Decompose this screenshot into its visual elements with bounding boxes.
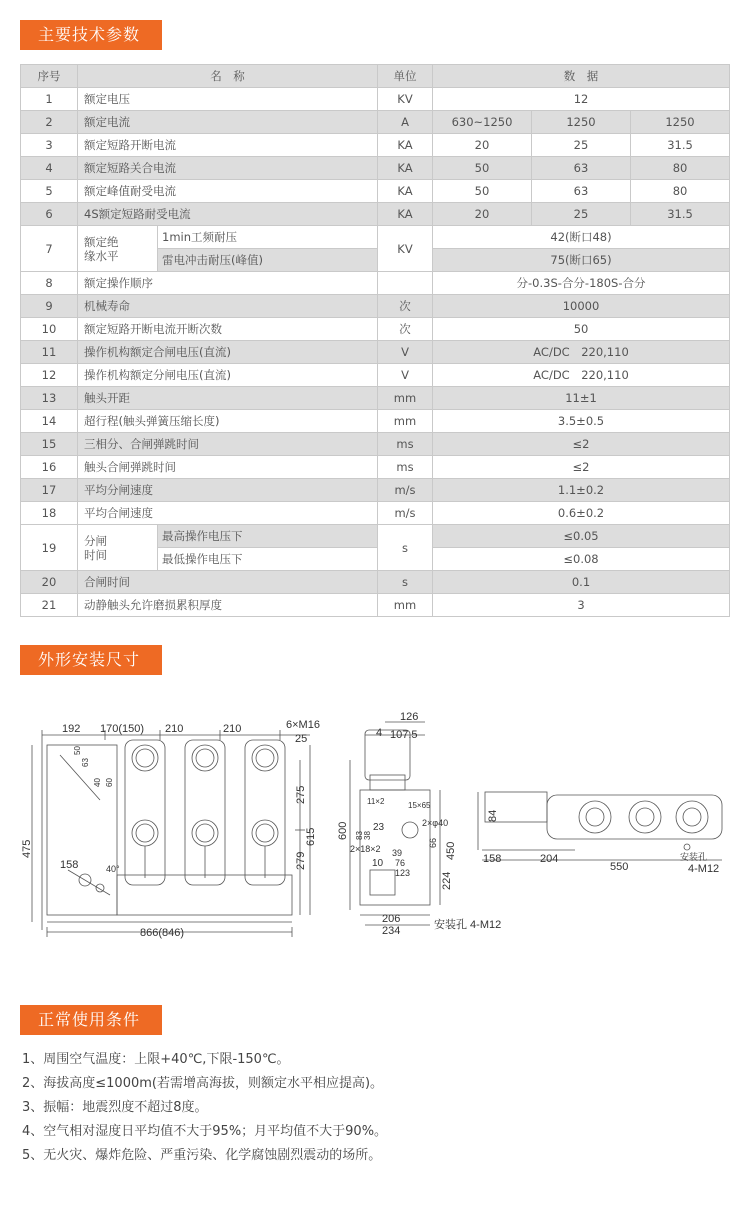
dim-label: 2×18×2 bbox=[350, 844, 381, 854]
dim-label: 158 bbox=[60, 859, 79, 871]
row-value: 20 bbox=[433, 134, 532, 157]
row-name: 触头开距 bbox=[78, 387, 378, 410]
list-item: 4、空气相对湿度日平均值不大于95%；月平均值不大于90%。 bbox=[22, 1124, 388, 1139]
row-value: ≤0.08 bbox=[433, 548, 730, 571]
dim-label: 63 bbox=[81, 758, 90, 767]
row-value: 80 bbox=[631, 180, 730, 203]
dim-label: 安装孔 4-M12 bbox=[434, 919, 502, 931]
dim-label: 206 bbox=[382, 913, 401, 925]
row-unit: 次 bbox=[378, 295, 433, 318]
table-row bbox=[21, 226, 730, 249]
row-value: 80 bbox=[631, 157, 730, 180]
row-sub-label: 最高操作电压下 bbox=[158, 525, 378, 548]
row-value: 3.5±0.5 bbox=[433, 410, 730, 433]
table-row bbox=[21, 318, 730, 341]
dim-label: 600 bbox=[337, 821, 349, 840]
table-row bbox=[21, 180, 730, 203]
row-unit: KV bbox=[378, 88, 433, 111]
row-index: 18 bbox=[21, 502, 78, 525]
table-row bbox=[21, 594, 730, 617]
row-unit: KA bbox=[378, 157, 433, 180]
row-value: 50 bbox=[433, 180, 532, 203]
row-unit: ms bbox=[378, 456, 433, 479]
dim-label: 866(846) bbox=[140, 927, 185, 939]
row-index: 20 bbox=[21, 571, 78, 594]
row-value: ≤2 bbox=[433, 456, 730, 479]
list-item: 3、振幅：地震烈度不超过8度。 bbox=[22, 1100, 208, 1115]
row-value: 1.1±0.2 bbox=[433, 479, 730, 502]
table-row bbox=[21, 479, 730, 502]
row-value: 0.6±0.2 bbox=[433, 502, 730, 525]
row-value: 分-0.3S-合分-180S-合分 bbox=[433, 272, 730, 295]
row-unit: mm bbox=[378, 410, 433, 433]
row-name: 动静触头允许磨损累积厚度 bbox=[78, 594, 378, 617]
row-name: 机械寿命 bbox=[78, 295, 378, 318]
row-value: 75(断口65) bbox=[433, 249, 730, 272]
table-row bbox=[21, 502, 730, 525]
dim-label: 204 bbox=[540, 853, 559, 865]
row-value: ≤0.05 bbox=[433, 525, 730, 548]
row-unit: m/s bbox=[378, 479, 433, 502]
row-unit: V bbox=[378, 341, 433, 364]
row-index: 19 bbox=[21, 525, 78, 571]
dim-label: 234 bbox=[382, 925, 401, 937]
row-name: 平均分闸速度 bbox=[78, 479, 378, 502]
row-index: 11 bbox=[21, 341, 78, 364]
dimensions-section-title: 外形安装尺寸 bbox=[20, 645, 162, 675]
row-value: 1250 bbox=[532, 111, 631, 134]
row-value: 12 bbox=[433, 88, 730, 111]
row-value: 25 bbox=[532, 134, 631, 157]
dim-label: 126 bbox=[400, 711, 419, 723]
dim-label: 550 bbox=[610, 861, 629, 873]
table-row bbox=[21, 387, 730, 410]
row-index: 13 bbox=[21, 387, 78, 410]
row-value: 50 bbox=[433, 318, 730, 341]
specs-section-title: 主要技术参数 bbox=[20, 20, 162, 50]
dim-label: 23 bbox=[373, 822, 385, 833]
dim-label: 15×65 bbox=[408, 801, 431, 810]
row-value: 1250 bbox=[631, 111, 730, 134]
dim-label: 25 bbox=[295, 733, 308, 745]
row-index: 17 bbox=[21, 479, 78, 502]
row-value: 31.5 bbox=[631, 134, 730, 157]
table-row bbox=[21, 341, 730, 364]
header-index: 序号 bbox=[21, 65, 78, 88]
row-index: 4 bbox=[21, 157, 78, 180]
dim-label: 40° bbox=[106, 864, 120, 874]
row-sub-label: 1min工频耐压 bbox=[158, 226, 378, 249]
table-row bbox=[21, 157, 730, 180]
header-unit: 单位 bbox=[378, 65, 433, 88]
table-row bbox=[21, 525, 730, 548]
row-name: 操作机构额定分闸电压(直流) bbox=[78, 364, 378, 387]
row-unit: s bbox=[378, 525, 433, 571]
conditions-section-title: 正常使用条件 bbox=[20, 1005, 162, 1035]
row-name: 超行程(触头弹簧压缩长度) bbox=[78, 410, 378, 433]
table-row bbox=[21, 272, 730, 295]
dim-label: 210 bbox=[165, 723, 184, 735]
dim-label: 450 bbox=[445, 841, 457, 860]
dim-label: 475 bbox=[21, 839, 33, 858]
list-item: 2、海拔高度≤1000m(若需增高海拔，则额定水平相应提高)。 bbox=[22, 1076, 384, 1091]
row-name-line: 时间 bbox=[84, 547, 107, 562]
row-name: 平均合闸速度 bbox=[78, 502, 378, 525]
row-value: 0.1 bbox=[433, 571, 730, 594]
row-value: 63 bbox=[532, 157, 631, 180]
row-index: 8 bbox=[21, 272, 78, 295]
dim-label: 60 bbox=[105, 778, 114, 787]
table-header-row bbox=[21, 65, 730, 88]
row-index: 15 bbox=[21, 433, 78, 456]
row-unit: V bbox=[378, 364, 433, 387]
dim-label: 39 bbox=[392, 848, 403, 858]
row-unit: ms bbox=[378, 433, 433, 456]
row-name: 额定操作顺序 bbox=[78, 272, 378, 295]
row-value: AC/DC 220,110 bbox=[433, 364, 730, 387]
row-name: 额定峰值耐受电流 bbox=[78, 180, 378, 203]
row-value: ≤2 bbox=[433, 433, 730, 456]
row-value: 31.5 bbox=[631, 203, 730, 226]
row-unit: KA bbox=[378, 134, 433, 157]
row-value: 25 bbox=[532, 203, 631, 226]
row-index: 1 bbox=[21, 88, 78, 111]
row-index: 7 bbox=[21, 226, 78, 272]
table-row bbox=[21, 410, 730, 433]
header-data: 数 据 bbox=[433, 65, 730, 88]
dim-label: 84 bbox=[487, 809, 499, 822]
row-unit: A bbox=[378, 111, 433, 134]
row-index: 21 bbox=[21, 594, 78, 617]
row-name: 4S额定短路耐受电流 bbox=[78, 203, 378, 226]
dim-label: 38 bbox=[363, 831, 372, 840]
row-name: 额定短路开断电流 bbox=[78, 134, 378, 157]
row-name: 操作机构额定合闸电压(直流) bbox=[78, 341, 378, 364]
row-value: 20 bbox=[433, 203, 532, 226]
row-sub-label: 最低操作电压下 bbox=[158, 548, 378, 571]
header-name: 名 称 bbox=[78, 65, 378, 88]
dim-label: 224 bbox=[441, 871, 453, 890]
dim-label: 275 bbox=[295, 785, 307, 804]
row-index: 2 bbox=[21, 111, 78, 134]
table-row bbox=[21, 295, 730, 318]
row-unit: s bbox=[378, 571, 433, 594]
row-index: 9 bbox=[21, 295, 78, 318]
table-row bbox=[21, 111, 730, 134]
row-unit: m/s bbox=[378, 502, 433, 525]
dim-label: 安装孔 bbox=[680, 852, 708, 862]
conditions-list bbox=[22, 1048, 387, 1168]
row-name: 三相分、合闸弹跳时间 bbox=[78, 433, 378, 456]
row-value: 11±1 bbox=[433, 387, 730, 410]
row-value: 63 bbox=[532, 180, 631, 203]
row-value: 50 bbox=[433, 157, 532, 180]
dim-label: 6×M16 bbox=[286, 719, 320, 731]
dim-label: 4 bbox=[376, 727, 383, 739]
dim-label: 615 bbox=[305, 827, 317, 846]
dim-label: 83 bbox=[355, 831, 364, 840]
row-unit bbox=[378, 272, 433, 295]
row-name-line: 分闸 bbox=[84, 533, 107, 548]
list-item: 5、无火灾、爆炸危险、严重污染、化学腐蚀剧烈震动的场所。 bbox=[22, 1148, 382, 1163]
row-index: 6 bbox=[21, 203, 78, 226]
dim-label: 210 bbox=[223, 723, 242, 735]
row-unit: KA bbox=[378, 203, 433, 226]
row-name: 合闸时间 bbox=[78, 571, 378, 594]
dim-label: 76 bbox=[395, 858, 406, 868]
row-value: 42(断口48) bbox=[433, 226, 730, 249]
row-unit: 次 bbox=[378, 318, 433, 341]
row-index: 10 bbox=[21, 318, 78, 341]
row-unit: mm bbox=[378, 594, 433, 617]
dim-label: 10 bbox=[372, 858, 384, 869]
dim-label: 40 bbox=[93, 778, 102, 787]
dimension-drawings bbox=[20, 700, 730, 950]
row-unit: mm bbox=[378, 387, 433, 410]
row-value: AC/DC 220,110 bbox=[433, 341, 730, 364]
row-sub-label: 雷电冲击耐压(峰值) bbox=[158, 249, 378, 272]
table-row bbox=[21, 456, 730, 479]
row-unit: KV bbox=[378, 226, 433, 272]
dim-label: 4-M12 bbox=[688, 863, 720, 875]
table-row bbox=[21, 203, 730, 226]
row-name: 额定短路开断电流开断次数 bbox=[78, 318, 378, 341]
row-index: 14 bbox=[21, 410, 78, 433]
row-name: 额定电流 bbox=[78, 111, 378, 134]
row-value: 3 bbox=[433, 594, 730, 617]
row-index: 12 bbox=[21, 364, 78, 387]
row-name: 触头合闸弹跳时间 bbox=[78, 456, 378, 479]
row-value: 630~1250 bbox=[433, 111, 532, 134]
dim-label: 107.5 bbox=[390, 729, 418, 741]
table-row bbox=[21, 364, 730, 387]
table-row bbox=[21, 433, 730, 456]
dim-label: 192 bbox=[62, 723, 81, 735]
table-row bbox=[21, 571, 730, 594]
row-name bbox=[78, 525, 158, 571]
spec-table bbox=[20, 64, 730, 617]
dim-label: 170(150) bbox=[100, 723, 145, 735]
dim-label: 50 bbox=[73, 746, 82, 755]
row-unit: KA bbox=[378, 180, 433, 203]
table-row bbox=[21, 88, 730, 111]
row-name-line: 额定绝 bbox=[84, 234, 119, 249]
dim-label: 2×φ40 bbox=[422, 818, 449, 828]
dim-label: 123 bbox=[395, 868, 411, 878]
row-name bbox=[78, 226, 158, 272]
row-index: 5 bbox=[21, 180, 78, 203]
dim-label: 279 bbox=[295, 851, 307, 870]
row-index: 3 bbox=[21, 134, 78, 157]
row-value: 10000 bbox=[433, 295, 730, 318]
list-item: 1、周围空气温度：上限+40℃,下限-150℃。 bbox=[22, 1052, 290, 1067]
row-name: 额定电压 bbox=[78, 88, 378, 111]
table-row bbox=[21, 134, 730, 157]
row-name-line: 缘水平 bbox=[84, 248, 119, 263]
dim-label: 66 bbox=[428, 837, 438, 848]
row-name: 额定短路关合电流 bbox=[78, 157, 378, 180]
dim-label: 11×2 bbox=[367, 797, 385, 806]
row-index: 16 bbox=[21, 456, 78, 479]
dim-label: 158 bbox=[483, 853, 502, 865]
